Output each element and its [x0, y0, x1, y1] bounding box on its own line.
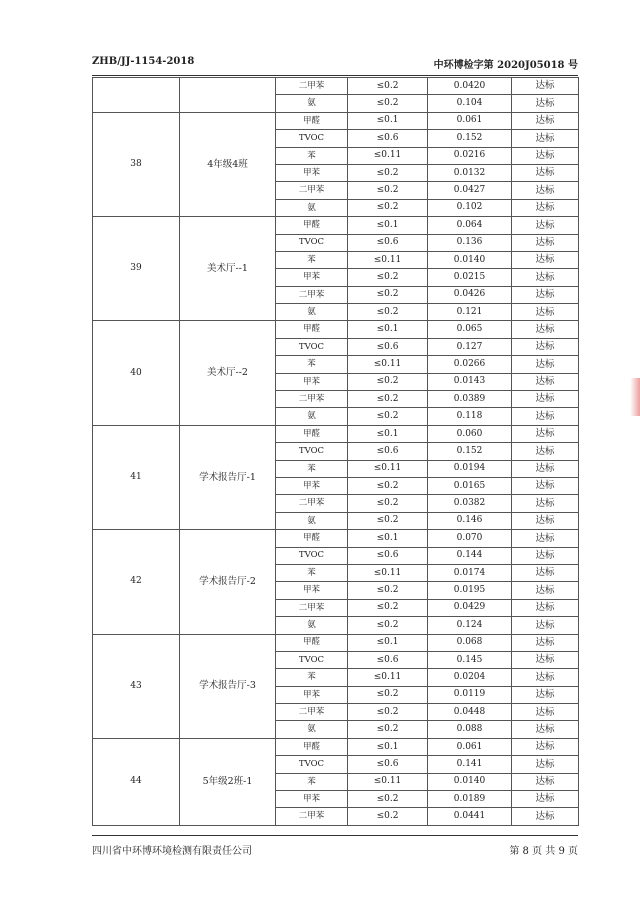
result-cell: 达标 [512, 547, 579, 564]
item-cell: 甲醛 [276, 634, 348, 651]
measured-cell: 0.0140 [428, 773, 512, 790]
item-cell: 甲苯 [276, 269, 348, 286]
result-cell: 达标 [512, 669, 579, 686]
result-cell: 达标 [512, 130, 579, 147]
result-cell: 达标 [512, 251, 579, 268]
standard-cell: ≤0.1 [348, 425, 428, 442]
measured-cell: 0.118 [428, 408, 512, 425]
standard-cell: ≤0.2 [348, 78, 428, 95]
item-cell: 苯 [276, 669, 348, 686]
result-cell: 达标 [512, 582, 579, 599]
measured-cell: 0.061 [428, 738, 512, 755]
item-cell: 氨 [276, 304, 348, 321]
result-cell: 达标 [512, 791, 579, 808]
standard-cell: ≤0.6 [348, 651, 428, 668]
result-cell: 达标 [512, 112, 579, 129]
result-cell: 达标 [512, 599, 579, 616]
item-cell: 二甲苯 [276, 599, 348, 616]
standard-cell: ≤0.2 [348, 199, 428, 216]
table-row [93, 425, 579, 442]
result-cell: 达标 [512, 651, 579, 668]
standard-cell: ≤0.2 [348, 286, 428, 303]
item-cell: 氨 [276, 721, 348, 738]
item-cell: 氨 [276, 512, 348, 529]
item-cell: 甲苯 [276, 791, 348, 808]
standard-cell: ≤0.2 [348, 582, 428, 599]
table-row [93, 217, 579, 234]
measured-cell: 0.152 [428, 130, 512, 147]
result-cell: 达标 [512, 773, 579, 790]
item-cell: 甲苯 [276, 373, 348, 390]
item-cell: 苯 [276, 564, 348, 581]
standard-cell: ≤0.11 [348, 147, 428, 164]
result-cell: 达标 [512, 686, 579, 703]
item-cell: 二甲苯 [276, 704, 348, 721]
result-cell: 达标 [512, 495, 579, 512]
number-cell: 40 [93, 321, 180, 425]
header-divider [92, 75, 578, 76]
measured-cell: 0.0140 [428, 251, 512, 268]
measured-cell: 0.0215 [428, 269, 512, 286]
table-row [93, 112, 579, 129]
item-cell: 二甲苯 [276, 182, 348, 199]
standard-cell: ≤0.2 [348, 269, 428, 286]
standard-cell: ≤0.1 [348, 530, 428, 547]
item-cell: 苯 [276, 356, 348, 373]
result-cell: 达标 [512, 147, 579, 164]
number-cell: 41 [93, 425, 180, 529]
result-cell: 达标 [512, 808, 579, 825]
result-cell: 达标 [512, 373, 579, 390]
measured-cell: 0.104 [428, 95, 512, 112]
standard-cell: ≤0.2 [348, 95, 428, 112]
result-cell: 达标 [512, 78, 579, 95]
measured-cell: 0.152 [428, 443, 512, 460]
measured-cell: 0.0420 [428, 78, 512, 95]
company-name: 四川省中环博环境检测有限责任公司 [92, 846, 252, 857]
item-cell: 甲苯 [276, 582, 348, 599]
result-cell: 达标 [512, 443, 579, 460]
result-cell: 达标 [512, 356, 579, 373]
result-cell: 达标 [512, 738, 579, 755]
number-cell: 39 [93, 217, 180, 321]
item-cell: 氨 [276, 95, 348, 112]
seal-edge [630, 378, 640, 416]
item-cell: 二甲苯 [276, 495, 348, 512]
standard-cell: ≤0.6 [348, 756, 428, 773]
result-cell: 达标 [512, 721, 579, 738]
standard-cell: ≤0.6 [348, 443, 428, 460]
item-cell: 苯 [276, 251, 348, 268]
item-cell: 甲苯 [276, 686, 348, 703]
item-cell: 甲醛 [276, 321, 348, 338]
footer-divider [92, 835, 578, 836]
standard-cell: ≤0.2 [348, 791, 428, 808]
table-row [93, 530, 579, 547]
standard-cell: ≤0.2 [348, 495, 428, 512]
standard-cell: ≤0.11 [348, 564, 428, 581]
location-cell: 美术厅--2 [180, 321, 276, 425]
result-cell: 达标 [512, 217, 579, 234]
item-cell: 氨 [276, 617, 348, 634]
item-cell: 氨 [276, 408, 348, 425]
result-cell: 达标 [512, 234, 579, 251]
result-cell: 达标 [512, 634, 579, 651]
standard-cell: ≤0.1 [348, 738, 428, 755]
result-cell: 达标 [512, 425, 579, 442]
item-cell: TVOC [276, 651, 348, 668]
result-cell: 达标 [512, 460, 579, 477]
location-cell: 美术厅--1 [180, 217, 276, 321]
location-cell: 5年级2班-1 [180, 738, 276, 825]
table-row [93, 738, 579, 755]
item-cell: TVOC [276, 756, 348, 773]
measured-cell: 0.065 [428, 321, 512, 338]
item-cell: 二甲苯 [276, 391, 348, 408]
measured-cell: 0.127 [428, 338, 512, 355]
measured-cell: 0.064 [428, 217, 512, 234]
item-cell: 二甲苯 [276, 808, 348, 825]
item-cell: 苯 [276, 773, 348, 790]
result-cell: 达标 [512, 304, 579, 321]
page-number: 第 8 页 共 9 页 [509, 846, 578, 857]
report-code: ZHB/JJ-1154-2018 [92, 56, 195, 67]
result-cell: 达标 [512, 391, 579, 408]
measured-cell: 0.0143 [428, 373, 512, 390]
result-cell: 达标 [512, 408, 579, 425]
table-row [93, 321, 579, 338]
result-cell: 达标 [512, 199, 579, 216]
measured-cell: 0.070 [428, 530, 512, 547]
measured-cell: 0.0266 [428, 356, 512, 373]
standard-cell: ≤0.2 [348, 704, 428, 721]
measured-cell: 0.144 [428, 547, 512, 564]
measured-cell: 0.0427 [428, 182, 512, 199]
standard-cell: ≤0.6 [348, 130, 428, 147]
measured-cell: 0.0441 [428, 808, 512, 825]
item-cell: 甲醛 [276, 530, 348, 547]
standard-cell: ≤0.6 [348, 234, 428, 251]
result-cell: 达标 [512, 756, 579, 773]
measured-cell: 0.061 [428, 112, 512, 129]
measured-cell: 0.0216 [428, 147, 512, 164]
result-cell: 达标 [512, 564, 579, 581]
standard-cell: ≤0.1 [348, 634, 428, 651]
result-cell: 达标 [512, 164, 579, 181]
item-cell: TVOC [276, 234, 348, 251]
item-cell: 甲醛 [276, 738, 348, 755]
location-cell: 学术报告厅-1 [180, 425, 276, 529]
standard-cell: ≤0.1 [348, 217, 428, 234]
item-cell: 二甲苯 [276, 78, 348, 95]
measured-cell: 0.0119 [428, 686, 512, 703]
standard-cell: ≤0.2 [348, 617, 428, 634]
measured-cell: 0.088 [428, 721, 512, 738]
location-cell: 4年级4班 [180, 112, 276, 216]
item-cell: TVOC [276, 338, 348, 355]
standard-cell: ≤0.1 [348, 321, 428, 338]
measured-cell: 0.102 [428, 199, 512, 216]
standard-cell: ≤0.1 [348, 112, 428, 129]
item-cell: TVOC [276, 443, 348, 460]
item-cell: 氨 [276, 199, 348, 216]
standard-cell: ≤0.2 [348, 164, 428, 181]
standard-cell: ≤0.2 [348, 808, 428, 825]
number-cell: 42 [93, 530, 180, 634]
result-cell: 达标 [512, 617, 579, 634]
standard-cell: ≤0.2 [348, 599, 428, 616]
number-cell: 43 [93, 634, 180, 738]
measured-cell: 0.145 [428, 651, 512, 668]
measured-cell: 0.0174 [428, 564, 512, 581]
item-cell: TVOC [276, 130, 348, 147]
standard-cell: ≤0.2 [348, 391, 428, 408]
measured-cell: 0.121 [428, 304, 512, 321]
measured-cell: 0.0389 [428, 391, 512, 408]
standard-cell: ≤0.2 [348, 304, 428, 321]
item-cell: 苯 [276, 460, 348, 477]
item-cell: 甲苯 [276, 477, 348, 494]
measured-cell: 0.0165 [428, 477, 512, 494]
result-cell: 达标 [512, 182, 579, 199]
standard-cell: ≤0.11 [348, 356, 428, 373]
item-cell: 甲醛 [276, 217, 348, 234]
page-footer [92, 842, 578, 857]
result-cell: 达标 [512, 321, 579, 338]
standard-cell: ≤0.11 [348, 251, 428, 268]
standard-cell: ≤0.11 [348, 460, 428, 477]
result-cell: 达标 [512, 530, 579, 547]
standard-cell: ≤0.2 [348, 408, 428, 425]
result-cell: 达标 [512, 286, 579, 303]
measured-cell: 0.0426 [428, 286, 512, 303]
number-cell: 38 [93, 112, 180, 216]
standard-cell: ≤0.2 [348, 477, 428, 494]
result-cell: 达标 [512, 338, 579, 355]
measured-cell: 0.060 [428, 425, 512, 442]
measured-cell: 0.146 [428, 512, 512, 529]
table-row [93, 78, 579, 95]
standard-cell: ≤0.11 [348, 669, 428, 686]
standard-cell: ≤0.2 [348, 373, 428, 390]
measured-cell: 0.0132 [428, 164, 512, 181]
measured-cell: 0.141 [428, 756, 512, 773]
standard-cell: ≤0.6 [348, 547, 428, 564]
measured-cell: 0.0194 [428, 460, 512, 477]
page-header [92, 56, 578, 71]
result-cell: 达标 [512, 512, 579, 529]
item-cell: 甲醛 [276, 425, 348, 442]
standard-cell: ≤0.2 [348, 721, 428, 738]
item-cell: 甲苯 [276, 164, 348, 181]
number-cell: 44 [93, 738, 180, 825]
measured-cell: 0.0382 [428, 495, 512, 512]
item-cell: 二甲苯 [276, 286, 348, 303]
table-row [93, 634, 579, 651]
measured-cell: 0.0195 [428, 582, 512, 599]
measured-cell: 0.124 [428, 617, 512, 634]
result-cell: 达标 [512, 477, 579, 494]
result-cell: 达标 [512, 95, 579, 112]
standard-cell: ≤0.2 [348, 686, 428, 703]
result-cell: 达标 [512, 704, 579, 721]
standard-cell: ≤0.2 [348, 512, 428, 529]
standard-cell: ≤0.11 [348, 773, 428, 790]
item-cell: TVOC [276, 547, 348, 564]
result-cell: 达标 [512, 269, 579, 286]
location-cell: 学术报告厅-2 [180, 530, 276, 634]
measured-cell: 0.0189 [428, 791, 512, 808]
standard-cell: ≤0.2 [348, 182, 428, 199]
item-cell: 苯 [276, 147, 348, 164]
item-cell: 甲醛 [276, 112, 348, 129]
measured-cell: 0.0448 [428, 704, 512, 721]
report-number: 中环博检字第 2020J05018 号 [433, 60, 578, 71]
measured-cell: 0.068 [428, 634, 512, 651]
results-table [92, 77, 579, 826]
measured-cell: 0.136 [428, 234, 512, 251]
standard-cell: ≤0.6 [348, 338, 428, 355]
number-cell [93, 78, 180, 113]
measured-cell: 0.0429 [428, 599, 512, 616]
location-cell: 学术报告厅-3 [180, 634, 276, 738]
measured-cell: 0.0204 [428, 669, 512, 686]
location-cell [180, 78, 276, 113]
